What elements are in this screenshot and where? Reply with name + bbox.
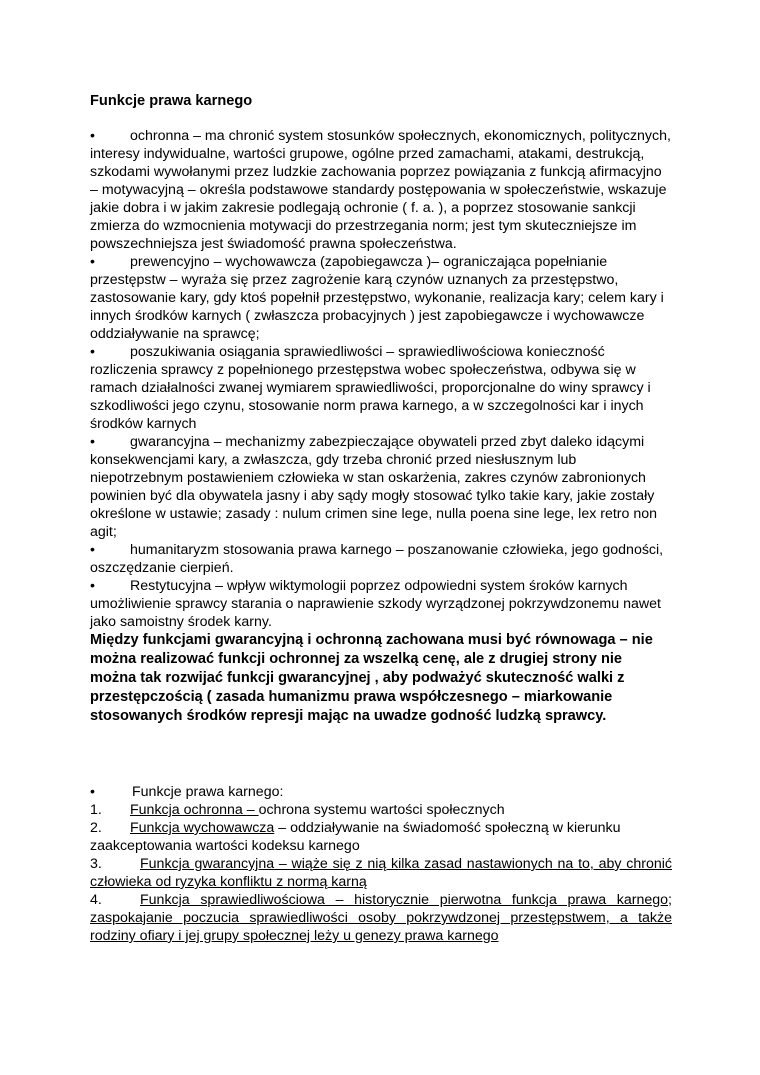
function-name: Funkcja ochronna	[130, 802, 247, 818]
item-separator: –	[246, 802, 259, 818]
functions-bullet-list	[90, 127, 672, 631]
function-description: oddziaływanie na świadomość społeczną w kierunku zaakceptowania wartości kodeksu karnego	[90, 820, 621, 854]
document-title: Funkcje prawa karnego	[90, 93, 253, 109]
bullet-text: prewencyjno – wychowawcza (zapobiegawcza )– ograniczająca popełnianie przestępstw – wyraża się przez zagrożenie karą czynów uznanych za przestępstwo, zastosowanie kary, gdy ktoś popełnił przestępstwo, wykonanie, realizacja kary; celem kary i innych środków karnych ( zwłaszcza probacyjnych ) jest zapobiegawcze i wychowawcze oddziaływanie na sprawcę;	[90, 254, 664, 342]
bullet-text: Restytucyjna – wpływ wiktymologii poprzez odpowiedni system śroków karnych umożliwienie sprawcy starania o naprawienie szkody wyrządzonej pokrzywdzonemu nawet jako samoistny środek karny.	[90, 578, 661, 630]
balance-paragraph: Między funkcjami gwarancyjną i ochronną zachowana musi być równowaga – nie można realizować funkcji ochronnej za wszelką cenę, ale z drugiej strony nie można tak rozwijać funkcji gwarancyjnej , aby podważyć skuteczność walki z przestępczością ( zasada humanizmu prawa współczesnego – miarkowanie stosowanych środków represji mając na uwadze godność ludzką sprawcy.	[90, 632, 653, 724]
item-separator: –	[274, 856, 292, 872]
bullet-icon: •	[90, 542, 95, 558]
numbered-item	[90, 891, 672, 945]
function-name: Funkcja sprawiedliwościowa	[140, 892, 325, 908]
bullet-icon: •	[90, 128, 95, 144]
item-number: 4.	[90, 892, 102, 908]
bullet-icon: •	[90, 254, 95, 270]
list-heading-text: Funkcje prawa karnego:	[132, 784, 284, 800]
numbered-list-heading	[90, 783, 672, 801]
function-name: Funkcja gwarancyjna	[140, 856, 275, 872]
item-number: 2.	[90, 820, 102, 836]
numbered-item	[90, 855, 672, 891]
bullet-icon: •	[90, 434, 95, 450]
item-separator: –	[324, 892, 355, 908]
bullet-icon: •	[90, 578, 95, 594]
bullet-item-sprawiedliwosci	[90, 343, 672, 433]
bullet-item-restytucyjna	[90, 577, 672, 631]
function-description: wiąże się z nią kilka zasad nastawionych na to, aby chronić człowieka od ryzyka konfliktu z normą karną	[90, 856, 672, 890]
bullet-text: gwarancyjna – mechanizmy zabezpieczające obywateli przed zbyt daleko idącymi konsekwencjami kary, a zwłaszcza, gdy trzeba chronić przed niesłusznym lub niepotrzebnym postawieniem człowieka w stan oskarżenia, zakres czynów zabronionych powinien być dla obywatela jasny i aby sądy mogły stosować tylko takie kary, jakie zostały określone w ustawie; zasady : nulum crimen sine lege, nulla poena sine lege, lex retro non agit;	[90, 434, 658, 540]
item-separator: –	[274, 820, 291, 836]
function-name: Funkcja wychowawcza	[130, 820, 275, 836]
section-spacer	[90, 726, 672, 783]
function-description: historycznie pierwotna funkcja prawa karnego; zaspokajanie poczucia sprawiedliwości osoby pokrzywdzonej przestępstwem, a także rodziny ofiary i jej grupy społecznej leży u genezy prawa karnego	[90, 892, 673, 944]
document-page	[90, 92, 672, 945]
numbered-item	[90, 801, 672, 819]
item-number: 1.	[90, 802, 102, 818]
bullet-text: humanitaryzm stosowania prawa karnego – poszanowanie człowieka, jego godności, oszczędzanie cierpień.	[90, 542, 664, 576]
bullet-icon: •	[90, 344, 95, 360]
function-description: ochrona systemu wartości społecznych	[258, 802, 505, 818]
bullet-item-humanitaryzm	[90, 541, 672, 577]
bullet-text: ochronna – ma chronić system stosunków społecznych, ekonomicznych, politycznych, interesy indywidualne, wartości grupowe, ogólne przed zamachami, atakami, destrukcją, szkodami wywołanymi przez ludzkie zachowania poprzez powiązania z funkcją afirmacyjno – motywacyjną – określa podstawowe standardy postępowania w społeczeństwie, wskazuje jakie dobra i w jakim zakresie podlegają ochronie ( f. a. ), a poprzez stosowanie sankcji zmierza do wzmocnienia motywacji do przestrzegania norm; jest tym skuteczniejsze im powszechniejsza jest świadomość prawna społeczeństwa.	[90, 128, 671, 252]
numbered-list	[90, 801, 672, 945]
bullet-icon: •	[90, 784, 95, 800]
item-number: 3.	[90, 856, 102, 872]
bullet-text: poszukiwania osiągania sprawiedliwości – sprawiedliwościowa konieczność rozliczenia sprawcy z popełnionego przestępstwa wobec społeczeństwa, odbywa się w ramach działalności zwanej wymiarem sprawiedliwości, proporcjonalne do winy sprawcy i szkodliwości jego czynu, stosowanie norm prawa karnego, a w szczegolności kar i inych środków karnych	[90, 344, 651, 432]
bullet-item-gwarancyjna	[90, 433, 672, 541]
bullet-item-prewencyjno	[90, 253, 672, 343]
numbered-item	[90, 819, 672, 855]
bullet-item-ochronna	[90, 127, 672, 253]
